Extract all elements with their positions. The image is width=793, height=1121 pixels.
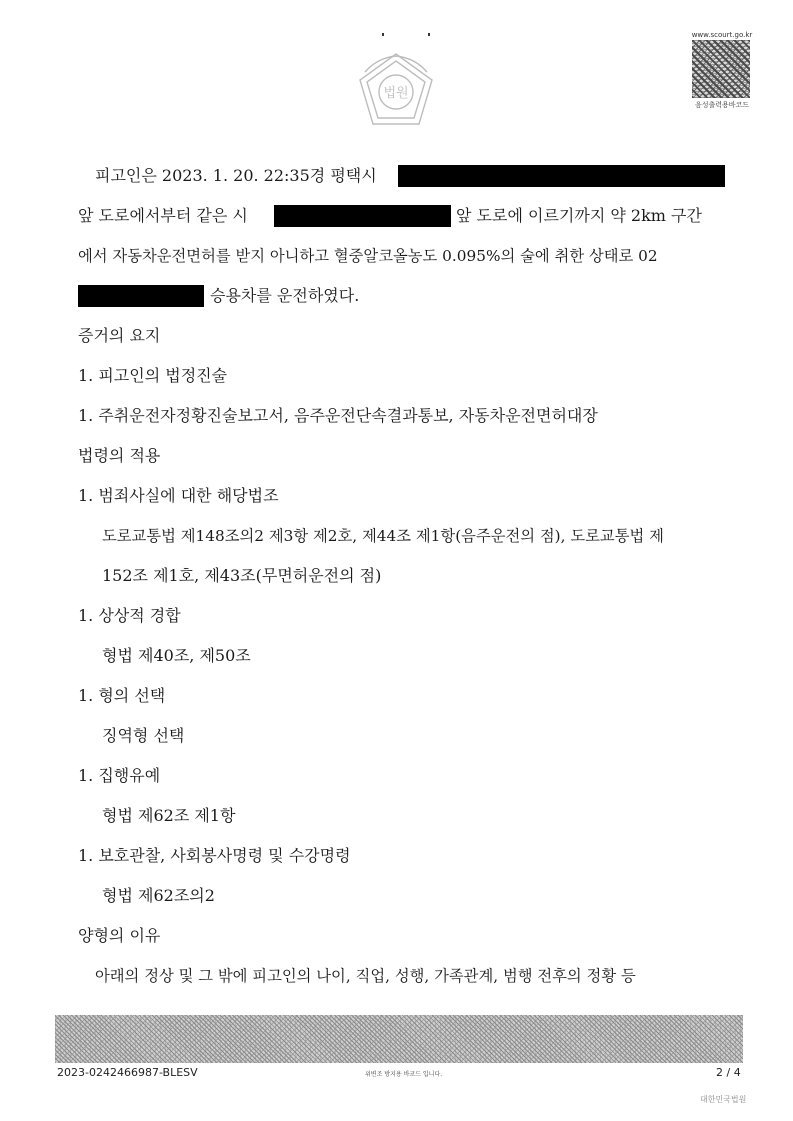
law-item-detail: 도로교통법 제148조의2 제3항 제2호, 제44조 제1항(음주운전의 점), 도로교통법 제 — [102, 527, 664, 545]
law-item-detail: 형법 제62조의2 — [102, 886, 215, 905]
facts-line-1 — [95, 165, 377, 187]
anti-forgery-notice: 위변조 방지용 바코드 입니다. — [365, 1071, 443, 1078]
law-item-title: 1. 상상적 경합 — [78, 606, 181, 625]
redaction-block — [274, 205, 451, 227]
law-item-title: 1. 보호관찰, 사회봉사명령 및 수강명령 — [78, 846, 351, 865]
facts-line-2-suffix: 앞 도로에 이르기까지 약 2km 구간 — [456, 206, 702, 225]
qr-caption: 음성출력용바코드 — [694, 101, 750, 109]
qr-url: www.scourt.go.kr — [691, 31, 753, 39]
redaction-block — [398, 165, 725, 187]
anti-forgery-barcode — [55, 1015, 743, 1063]
law-item-title: 1. 형의 선택 — [78, 686, 166, 705]
qr-code — [692, 40, 750, 98]
corner-stamp: 대한민국법원 — [700, 1095, 747, 1104]
court-seal-icon — [357, 52, 435, 128]
scan-mark — [428, 33, 430, 36]
scan-mark — [382, 33, 384, 36]
facts-line-1-text: 피고인은 2023. 1. 20. 22:35경 평택시 — [95, 166, 377, 185]
law-item-title: 1. 집행유예 — [78, 766, 161, 785]
law-item-detail: 152조 제1호, 제43조(무면허운전의 점) — [102, 566, 382, 585]
evidence-item: 1. 주취운전자정황진술보고서, 음주운전단속결과통보, 자동차운전면허대장 — [78, 406, 598, 425]
facts-line-2-prefix: 앞 도로에서부터 같은 시 — [78, 206, 248, 225]
law-item-detail: 징역형 선택 — [102, 726, 185, 745]
facts-line-3: 에서 자동차운전면허를 받지 아니하고 혈중알코올농도 0.095%의 술에 취한 상태로 02 — [78, 247, 658, 265]
page-number: 2 / 4 — [716, 1066, 741, 1079]
document-id: 2023-0242466987-BLESV — [57, 1066, 198, 1079]
law-item-title: 1. 범죄사실에 대한 해당법조 — [78, 486, 279, 505]
section-heading-law: 법령의 적용 — [78, 446, 161, 465]
redaction-block — [78, 285, 204, 307]
evidence-item: 1. 피고인의 법정진술 — [78, 366, 228, 385]
facts-line-4-suffix: 승용차를 운전하였다. — [210, 286, 360, 305]
seal-text: 법원 — [383, 86, 409, 101]
law-item-detail: 형법 제62조 제1항 — [102, 806, 236, 825]
section-heading-sentencing: 양형의 이유 — [78, 926, 161, 945]
section-heading-evidence: 증거의 요지 — [78, 326, 161, 345]
sentencing-line: 아래의 정상 및 그 밖에 피고인의 나이, 직업, 성행, 가족관계, 범행 전후의 정황 등 — [95, 967, 636, 985]
law-item-detail: 형법 제40조, 제50조 — [102, 646, 251, 665]
